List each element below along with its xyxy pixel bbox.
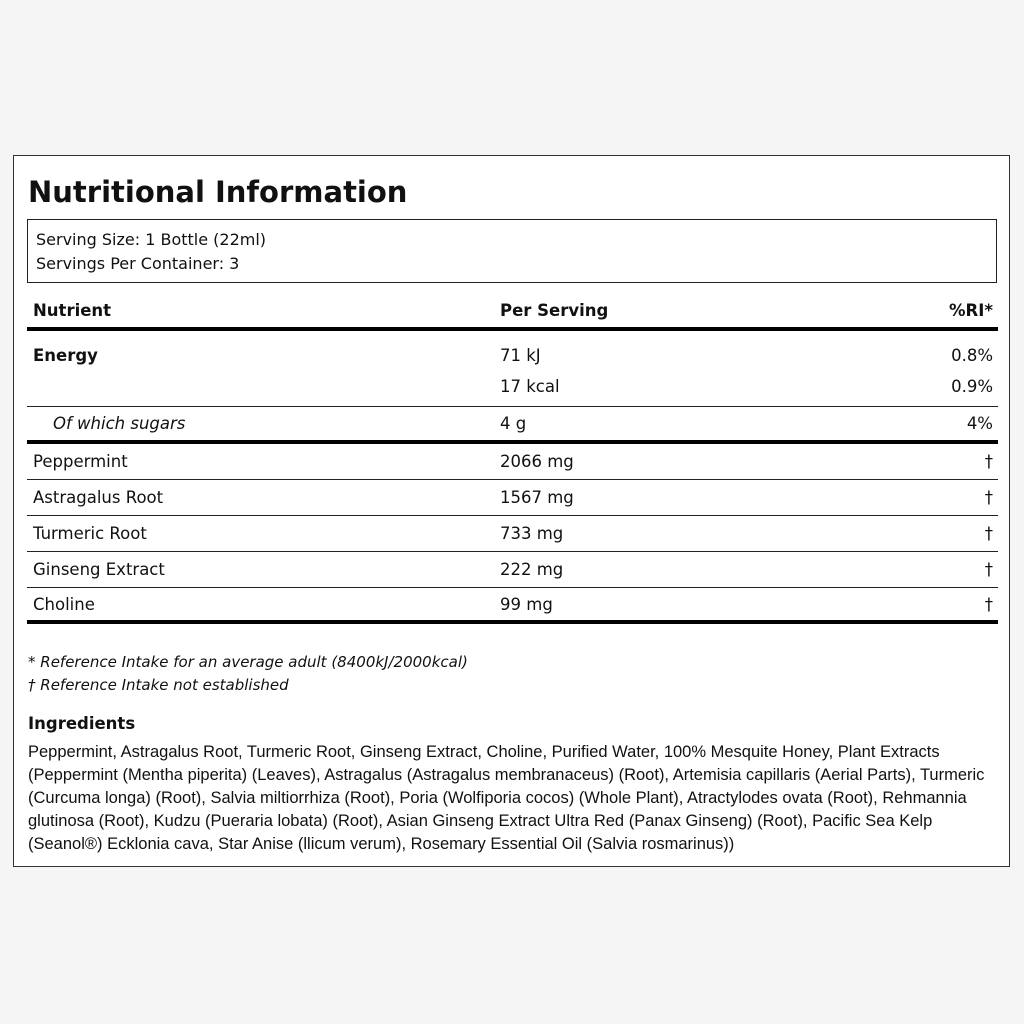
ingredients-list: Peppermint, Astragalus Root, Turmeric Root, Ginseng Extract, Choline, Purified Water, 100% Mesquite Honey, Plant Extracts (Peppermint (Mentha piperita) (Leaves), Astragalus (Astragalus membranaceus) (Root), Artemisia capillaris (Aerial Parts), Turmeric (Curcuma longa) (Root), Salvia miltiorrhiza (Root), Poria (Wolfiporia cocos) (Whole Plant), Atractylodes ovata (Root), Rehmannia glutinosa (Root), Kudzu (Pueraria lobata) (Root), Asian Ginseng Extract Ultra Red (Panax Ginseng) (Root), Pacific Sea Kelp (Seanol®) Ecklonia cava, Star Anise (llicum verum), Rosemary Essential Oil (Salvia rosmarinus)) — [28, 743, 985, 853]
table-row — [27, 516, 998, 552]
nutrient-amount: 1567 mg — [500, 488, 574, 507]
energy-kcal-row — [27, 371, 998, 407]
nutrient-ri: † — [984, 524, 993, 543]
serving-size: Serving Size: 1 Bottle (22ml) — [36, 230, 267, 249]
table-row — [27, 588, 998, 624]
energy-kj-ri: 0.8% — [951, 346, 993, 365]
nutrient-name: Turmeric Root — [33, 524, 147, 543]
nutrient-amount: 99 mg — [500, 594, 553, 614]
footnotes — [28, 651, 468, 697]
nutrition-label — [13, 155, 1010, 867]
nutrient-amount: 222 mg — [500, 560, 564, 579]
nutrient-amount: 2066 mg — [500, 452, 574, 471]
sugars-value: 4 g — [500, 414, 527, 433]
table-row — [27, 552, 998, 588]
nutrient-name: Astragalus Root — [33, 488, 164, 507]
nutrient-name: Ginseng Extract — [33, 560, 165, 579]
ingredients-heading: Ingredients — [28, 714, 136, 733]
servings-per-container: Servings Per Container: 3 — [36, 254, 240, 273]
header-per-serving: Per Serving — [500, 301, 609, 320]
nutrient-name: Peppermint — [33, 452, 128, 471]
reference-intake-footnote: * Reference Intake for an average adult (8400kJ/2000kcal) — [28, 653, 468, 671]
energy-kcal-ri: 0.9% — [951, 377, 993, 396]
label-title: Nutritional Information — [28, 175, 408, 209]
nutrition-table — [27, 294, 998, 624]
header-ri: %RI* — [948, 301, 993, 320]
sugars-label: Of which sugars — [53, 414, 186, 433]
energy-label: Energy — [33, 346, 98, 365]
sugars-row — [27, 407, 998, 444]
table-row — [27, 444, 998, 480]
nutrient-ri: † — [984, 560, 993, 579]
nutrient-ri: † — [984, 452, 993, 471]
sugars-ri: 4% — [966, 414, 993, 433]
not-established-footnote: † Reference Intake not established — [28, 676, 289, 694]
nutrient-ri: † — [984, 488, 993, 507]
serving-info-box — [27, 219, 997, 283]
table-header-row — [27, 294, 998, 331]
header-nutrient: Nutrient — [33, 301, 112, 320]
energy-kcal-value: 17 kcal — [500, 377, 560, 396]
nutrient-amount: 733 mg — [500, 524, 564, 543]
nutrient-name: Choline — [33, 594, 95, 614]
energy-kj-row — [27, 331, 998, 371]
nutrient-ri: † — [984, 594, 993, 614]
energy-kj-value: 71 kJ — [500, 346, 541, 365]
table-row — [27, 480, 998, 516]
